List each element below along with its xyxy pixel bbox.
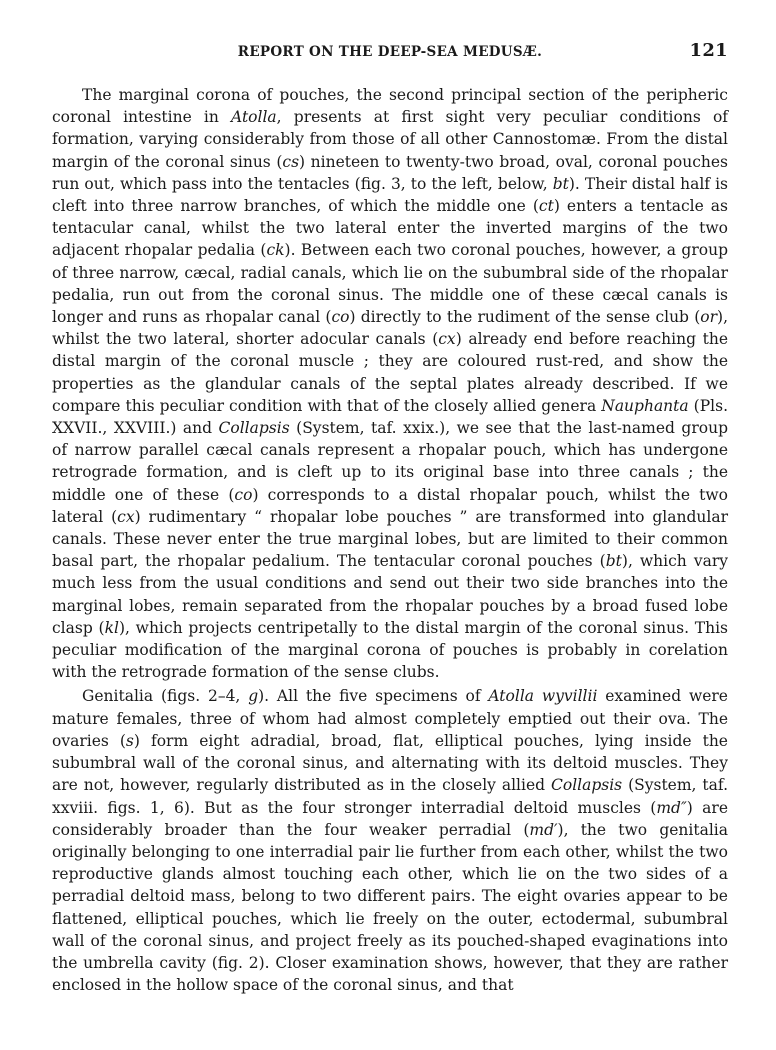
body-text [52, 84, 728, 996]
page-number: 121 [689, 40, 728, 61]
document-page [52, 40, 728, 996]
running-title: REPORT ON THE DEEP-SEA MEDUSÆ. [237, 44, 543, 60]
paragraph-genitalia: Genitalia (figs. 2–4, g). All the five specimens of Atolla wyvillii examined were mature females, three of whom had almost completely emptied out their ova. The ovaries (s) form eight adradial, broad, flat, elliptical pouches, lying inside the subumbral wall of the coronal sinus, and alternating with its deltoid muscles. They are not, however, regularly distributed as in the closely allied Collapsis (System, taf. xxviii. figs. 1, 6). But as the four stronger interradial deltoid muscles (md″) are considerably broader than the four weaker perradial (md′), the two genitalia originally belonging to one interradial pair lie further from each other, whilst the two reproductive glands almost touching each other, which lie on the two sides of a perradial deltoid mass, belong to two different pairs. The eight ovaries appear to be flattened, elliptical pouches, which lie freely on the outer, ectodermal, subumbral wall of the coronal sinus, and project freely as its pouched-shaped evaginations into the umbrella cavity (fig. 2). Closer examination shows, however, that they are rather enclosed in the hollow space of the coronal sinus, and that [52, 687, 728, 995]
paragraph-marginal-corona: The marginal corona of pouches, the second principal section of the peripheric coronal intestine in Atolla, presents at first sight very peculiar conditions of formation, varying considerably from those of all other Cannostomæ. From the distal margin of the coronal sinus (cs) nineteen to twenty-two broad, oval, coronal pouches run out, which pass into the tentacles (fig. 3, to the left, below, bt). Their distal half is cleft into three narrow branches, of which the middle one (ct) enters a tentacle as tentacular canal, whilst the two lateral enter the inverted margins of the two adjacent rhopalar pedalia (ck). Between each two coronal pouches, however, a group of three narrow, cæcal, radial canals, which lie on the subumbral side of the rhopalar pedalia, run out from the coronal sinus. The middle one of these cæcal canals is longer and runs as rhopalar canal (co) directly to the rudiment of the sense club (or), whilst the two lateral, shorter adocular canals (cx) already end before reaching the distal margin of the coronal muscle ; they are coloured rust-red, and show the properties as the glandular canals of the septal plates already described. If we compare this peculiar condition with that of the closely allied genera Nauphanta (Pls. XXVII., XXVIII.) and Collapsis (System, taf. xxix.), we see that the last-named group of narrow parallel cæcal canals represent a rhopalar pouch, which has undergone retrograde formation, and is cleft up to its original base into three canals ; the middle one of these (co) corresponds to a distal rhopalar pouch, whilst the two lateral (cx) rudimentary “ rhopalar lobe pouches ” are transformed into glandular canals. These never enter the true marginal lobes, but are limited to their common basal part, the rhopalar pedalium. The tentacular coronal pouches (bt), which vary much less from the usual conditions and send out their two side branches into the marginal lobes, remain separated from the rhopalar pouches by a broad fused lobe clasp (kl), which projects centripetally to the distal margin of the coronal sinus. This peculiar modification of the marginal corona of pouches is probably in corelation with the retrograde formation of the sense clubs. [52, 86, 729, 682]
page-header [52, 40, 728, 70]
